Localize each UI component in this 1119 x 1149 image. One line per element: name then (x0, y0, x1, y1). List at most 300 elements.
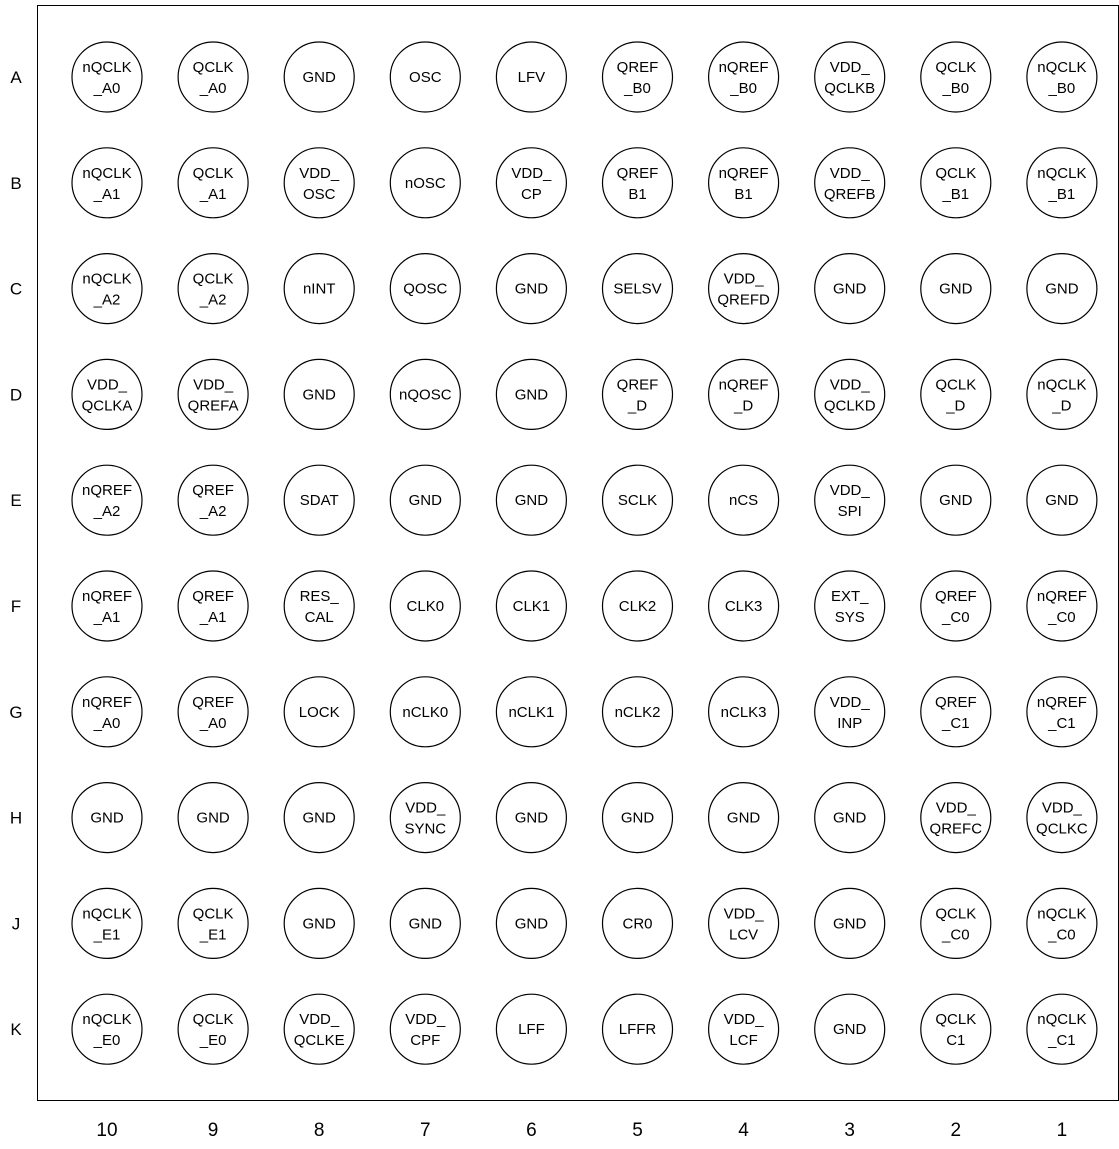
pin-circle (178, 148, 248, 218)
row-label-j: J (11, 914, 21, 934)
pin-j3 (815, 888, 885, 958)
pin-label: CLK1 (512, 598, 551, 615)
pin-circle (1027, 783, 1097, 853)
pin-label: _A2 (93, 503, 121, 521)
pin-label: QCLK (192, 164, 234, 182)
row-label-a: A (10, 68, 22, 87)
pin-label: LCF (729, 1032, 758, 1050)
pin-g8 (284, 677, 354, 747)
pin-label: QCLKD (823, 397, 876, 415)
pin-circle (284, 994, 354, 1064)
pin-label: _C1 (1048, 1032, 1076, 1050)
pin-d10 (72, 359, 142, 429)
pin-label: GND (939, 492, 973, 510)
pin-c7 (390, 254, 460, 324)
pin-label: nQCLK (82, 59, 132, 76)
pin-circle (921, 148, 991, 218)
pin-f10 (72, 571, 142, 641)
pin-circle (921, 994, 991, 1064)
pin-k6 (496, 994, 566, 1064)
pin-label: nQREF (718, 59, 769, 76)
pin-label: CAL (304, 609, 334, 626)
pin-label: LCV (729, 926, 759, 944)
pin-label: VDD_ (829, 164, 870, 182)
pin-label: VDD_ (935, 799, 976, 817)
pin-f5 (603, 571, 673, 641)
pin-b1 (1027, 148, 1097, 218)
pin-label: SPI (837, 503, 862, 521)
pin-label: CLK3 (724, 598, 763, 615)
pin-label: _E1 (93, 926, 121, 944)
pin-circle (815, 42, 885, 112)
pin-label: nCLK2 (614, 703, 661, 721)
pin-c8 (284, 254, 354, 324)
pin-e1 (1027, 465, 1097, 535)
pin-f1 (1027, 571, 1097, 641)
pin-label: GND (939, 280, 973, 298)
pin-label: QOSC (403, 280, 448, 298)
pin-label: QREF (192, 693, 234, 711)
pin-label: QREFC (929, 820, 983, 838)
pin-label: nQCLK (1037, 59, 1087, 76)
pin-circle (72, 148, 142, 218)
pin-b10 (72, 148, 142, 218)
pin-j8 (284, 888, 354, 958)
column-label-3: 3 (844, 1120, 855, 1141)
pin-label: _C1 (942, 714, 970, 732)
pin-b5 (603, 148, 673, 218)
pin-g5 (603, 677, 673, 747)
pin-label: _E0 (93, 1032, 121, 1050)
column-label-2: 2 (950, 1120, 962, 1141)
pin-c5 (603, 254, 673, 324)
pin-e6 (496, 465, 566, 535)
pin-label: QREF (616, 59, 659, 76)
pin-circle (603, 148, 673, 218)
pin-circle (815, 571, 885, 641)
pin-f2 (921, 571, 991, 641)
pin-e10 (72, 465, 142, 535)
pin-circle (178, 359, 248, 429)
pin-h4 (709, 783, 779, 853)
pin-label: _C0 (1048, 926, 1076, 944)
pin-label: QCLK (935, 1011, 977, 1029)
pin-label: QCLKB (824, 80, 876, 97)
pin-c4 (709, 254, 779, 324)
pin-circle (1027, 148, 1097, 218)
pin-circle (815, 148, 885, 218)
pin-k5 (603, 994, 673, 1064)
column-label-5: 5 (632, 1120, 643, 1141)
pin-label: nQCLK (82, 270, 132, 288)
pin-label: VDD_ (1041, 799, 1082, 817)
pin-label: GND (514, 386, 549, 404)
pin-label: GND (514, 915, 549, 933)
pin-a3 (815, 42, 885, 112)
pin-label: GND (726, 809, 761, 827)
pin-label: _D (734, 397, 754, 415)
pin-label: nQREF (1036, 693, 1087, 711)
column-labels (96, 1120, 1067, 1141)
pin-circle (921, 571, 991, 641)
pin-f3 (815, 571, 885, 641)
pin-label: nQCLK (82, 164, 132, 182)
pin-e2 (921, 465, 991, 535)
pin-label: EXT_ (830, 588, 869, 605)
pin-label: VDD_ (829, 482, 870, 500)
pin-k9 (178, 994, 248, 1064)
pin-label: VDD_ (193, 376, 234, 394)
pin-label: _A1 (199, 609, 227, 626)
pin-label: VDD_ (723, 270, 764, 288)
pin-label: CPF (410, 1032, 441, 1050)
pin-label: nQCLK (1037, 376, 1087, 394)
pin-label: QCLK (935, 376, 977, 394)
pin-label: QREF (934, 693, 977, 711)
pin-circle (72, 677, 142, 747)
pin-label: VDD_ (829, 693, 870, 711)
pin-label: GND (408, 915, 442, 933)
pin-circle (178, 571, 248, 641)
pin-label: _A2 (199, 503, 227, 521)
pin-h3 (815, 783, 885, 853)
row-label-e: E (10, 491, 22, 511)
pin-circle (603, 359, 673, 429)
pin-label: VDD_ (723, 905, 764, 923)
pin-label: VDD_ (405, 799, 446, 817)
pin-c1 (1027, 254, 1097, 324)
pin-f8 (284, 571, 354, 641)
pin-label: _A2 (199, 291, 227, 309)
pin-label: GND (302, 386, 336, 404)
pin-e9 (178, 465, 248, 535)
pin-label: _C0 (942, 609, 970, 626)
pin-j9 (178, 888, 248, 958)
pin-k2 (921, 994, 991, 1064)
pin-label: _B0 (942, 80, 970, 97)
pin-label: _D (946, 397, 966, 415)
pin-h7 (390, 783, 460, 853)
pin-label: _A0 (199, 714, 227, 732)
pin-b3 (815, 148, 885, 218)
pin-d1 (1027, 359, 1097, 429)
pin-j6 (496, 888, 566, 958)
pin-d8 (284, 359, 354, 429)
pin-f6 (496, 571, 566, 641)
column-label-4: 4 (738, 1120, 749, 1141)
pin-label: LFV (517, 69, 546, 86)
pin-label: _E0 (199, 1032, 227, 1050)
pin-d9 (178, 359, 248, 429)
pin-g2 (921, 677, 991, 747)
pin-h8 (284, 783, 354, 853)
pin-circle (178, 42, 248, 112)
pin-label: QREF (616, 164, 659, 182)
pin-label: nQCLK (82, 1011, 132, 1029)
pin-label: _B0 (1048, 80, 1076, 97)
pin-e8 (284, 465, 354, 535)
pin-label: GND (514, 492, 549, 510)
pin-label: QREFA (187, 397, 239, 415)
pin-j5 (603, 888, 673, 958)
pin-label: nINT (302, 280, 336, 298)
pin-label: _B1 (942, 185, 970, 203)
pin-label: GND (90, 809, 124, 827)
pin-label: GND (833, 915, 867, 933)
pin-circle (709, 254, 779, 324)
pin-label: QREF (192, 588, 234, 605)
pin-f7 (390, 571, 460, 641)
pin-circle (815, 677, 885, 747)
pin-label: GND (302, 69, 336, 86)
pin-circle (72, 465, 142, 535)
pin-label: SCLK (617, 492, 658, 510)
column-label-1: 1 (1056, 1120, 1068, 1141)
pin-label: GND (408, 492, 442, 510)
pin-d4 (709, 359, 779, 429)
pin-e5 (603, 465, 673, 535)
pin-j10 (72, 888, 142, 958)
pin-h1 (1027, 783, 1097, 853)
pin-e3 (815, 465, 885, 535)
pin-label: _A0 (93, 714, 121, 732)
pin-circle (1027, 888, 1097, 958)
pin-label: QREFD (717, 291, 770, 309)
pin-label: OSC (409, 69, 442, 86)
pin-a1 (1027, 42, 1097, 112)
row-label-d: D (9, 385, 23, 405)
pin-label: GND (196, 809, 230, 827)
pin-label: GND (833, 280, 867, 298)
pin-circle (1027, 677, 1097, 747)
pin-label: _A2 (93, 291, 121, 309)
pin-label: OSC (302, 185, 336, 203)
pin-k4 (709, 994, 779, 1064)
pin-d5 (603, 359, 673, 429)
pin-circle (603, 42, 673, 112)
pin-label: nQCLK (1037, 905, 1087, 923)
pin-b8 (284, 148, 354, 218)
pin-circle (921, 888, 991, 958)
pin-circle (709, 42, 779, 112)
pin-circle (1027, 994, 1097, 1064)
pin-label: QCLK (935, 59, 977, 76)
pin-label: CLK0 (406, 598, 445, 615)
pin-label: nQREF (81, 482, 133, 500)
pin-k3 (815, 994, 885, 1064)
pin-label: VDD_ (299, 1011, 340, 1029)
pin-label: _A1 (199, 185, 227, 203)
pin-label: QCLK (935, 905, 977, 923)
pin-label: CP (520, 185, 542, 203)
pin-circle (1027, 359, 1097, 429)
pin-label: GND (302, 809, 336, 827)
pin-grid (72, 42, 1097, 1064)
pin-e7 (390, 465, 460, 535)
pin-label: SDAT (299, 492, 339, 510)
pin-label: VDD_ (405, 1011, 446, 1029)
pin-g7 (390, 677, 460, 747)
pin-label: QCLKE (293, 1032, 345, 1050)
pin-a9 (178, 42, 248, 112)
pin-label: QREF (934, 588, 977, 605)
row-label-h: H (9, 808, 23, 828)
pin-circle (709, 994, 779, 1064)
pin-label: VDD_ (86, 376, 128, 394)
pin-h10 (72, 783, 142, 853)
pin-label: nOSC (404, 174, 446, 192)
pin-circle (72, 888, 142, 958)
pin-h6 (496, 783, 566, 853)
pin-label: GND (833, 1021, 867, 1039)
pin-circle (178, 254, 248, 324)
pin-circle (390, 783, 460, 853)
pin-label: _A1 (93, 185, 121, 203)
pin-circle (72, 42, 142, 112)
pin-g6 (496, 677, 566, 747)
pin-b2 (921, 148, 991, 218)
pin-label: _A0 (199, 80, 227, 97)
pin-k7 (390, 994, 460, 1064)
pin-label: _B1 (1048, 185, 1076, 203)
pin-g3 (815, 677, 885, 747)
pin-circle (284, 148, 354, 218)
pin-label: VDD_ (829, 59, 870, 76)
pin-label: QCLK (192, 270, 234, 288)
pin-label: nQCLK (1037, 164, 1087, 182)
pin-circle (921, 677, 991, 747)
pin-c6 (496, 254, 566, 324)
pin-label: nQCLK (82, 905, 132, 923)
pin-label: B1 (734, 185, 753, 203)
column-label-8: 8 (313, 1120, 325, 1141)
column-label-9: 9 (207, 1120, 219, 1141)
pin-label: nCS (729, 492, 759, 510)
pin-label: LFFR (618, 1021, 657, 1039)
pin-label: LOCK (298, 703, 340, 721)
pin-d7 (390, 359, 460, 429)
row-label-c: C (9, 279, 23, 299)
pin-label: QCLK (935, 164, 977, 182)
row-labels (9, 68, 22, 1039)
pin-circle (178, 465, 248, 535)
pin-d6 (496, 359, 566, 429)
pin-h2 (921, 783, 991, 853)
pin-label: GND (302, 915, 336, 933)
pin-label: nQREF (718, 376, 769, 394)
pin-label: VDD_ (299, 164, 340, 182)
pin-a4 (709, 42, 779, 112)
pin-b6 (496, 148, 566, 218)
pin-g1 (1027, 677, 1097, 747)
pin-j1 (1027, 888, 1097, 958)
column-label-10: 10 (96, 1120, 118, 1141)
pin-h9 (178, 783, 248, 853)
pin-circle (72, 254, 142, 324)
pin-g9 (178, 677, 248, 747)
pin-label: SELSV (613, 280, 662, 298)
pin-label: nCLK1 (508, 703, 555, 721)
pin-circle (815, 465, 885, 535)
pin-circle (72, 359, 142, 429)
row-label-b: B (10, 173, 22, 193)
pin-circle (921, 42, 991, 112)
pin-label: nCLK0 (402, 703, 449, 721)
pin-g4 (709, 677, 779, 747)
pin-label: INP (837, 714, 863, 732)
pin-label: QCLK (192, 905, 234, 923)
pin-b4 (709, 148, 779, 218)
pin-label: _C0 (942, 926, 970, 944)
pin-label: nQREF (718, 164, 769, 182)
pin-c9 (178, 254, 248, 324)
pin-label: nQCLK (1037, 1011, 1087, 1029)
pin-a6 (496, 42, 566, 112)
pin-k8 (284, 994, 354, 1064)
pin-label: QCLKC (1036, 820, 1088, 838)
pin-a10 (72, 42, 142, 112)
pin-label: _B0 (730, 80, 757, 97)
pin-a8 (284, 42, 354, 112)
pin-circle (178, 888, 248, 958)
pin-d2 (921, 359, 991, 429)
pin-label: QREF (616, 376, 659, 394)
pin-label: QCLK (192, 59, 234, 76)
pin-circle (178, 677, 248, 747)
pin-circle (709, 148, 779, 218)
pin-circle (72, 994, 142, 1064)
pin-label: nQOSC (399, 386, 452, 404)
pin-j2 (921, 888, 991, 958)
pin-label: GND (514, 280, 549, 298)
pin-h5 (603, 783, 673, 853)
pin-label: GND (514, 809, 549, 827)
pin-g10 (72, 677, 142, 747)
pin-label: SYNC (404, 820, 447, 838)
pin-label: nCLK3 (720, 703, 767, 721)
pin-label: GND (620, 809, 655, 827)
pin-circle (72, 571, 142, 641)
pin-label: QREF (192, 482, 234, 500)
pin-circle (1027, 42, 1097, 112)
pin-b9 (178, 148, 248, 218)
pin-label: CLK2 (618, 598, 657, 615)
pin-circle (921, 359, 991, 429)
pin-circle (921, 783, 991, 853)
pin-circle (709, 359, 779, 429)
pin-label: QREFB (823, 185, 876, 203)
pin-d3 (815, 359, 885, 429)
pin-j7 (390, 888, 460, 958)
pin-label: SYS (834, 609, 865, 626)
pin-circle (709, 888, 779, 958)
pin-c3 (815, 254, 885, 324)
pin-label: CR0 (622, 915, 653, 933)
pin-label: B1 (628, 185, 647, 203)
pin-a2 (921, 42, 991, 112)
pin-f4 (709, 571, 779, 641)
pin-label: VDD_ (829, 376, 870, 394)
pin-label: VDD_ (723, 1011, 764, 1029)
pin-e4 (709, 465, 779, 535)
pin-a5 (603, 42, 673, 112)
row-label-k: K (10, 1020, 22, 1040)
pin-c2 (921, 254, 991, 324)
row-label-g: G (9, 702, 23, 722)
pin-label: _C1 (1048, 714, 1076, 732)
pin-label: _E1 (199, 926, 227, 944)
pin-label: _A1 (93, 609, 121, 626)
